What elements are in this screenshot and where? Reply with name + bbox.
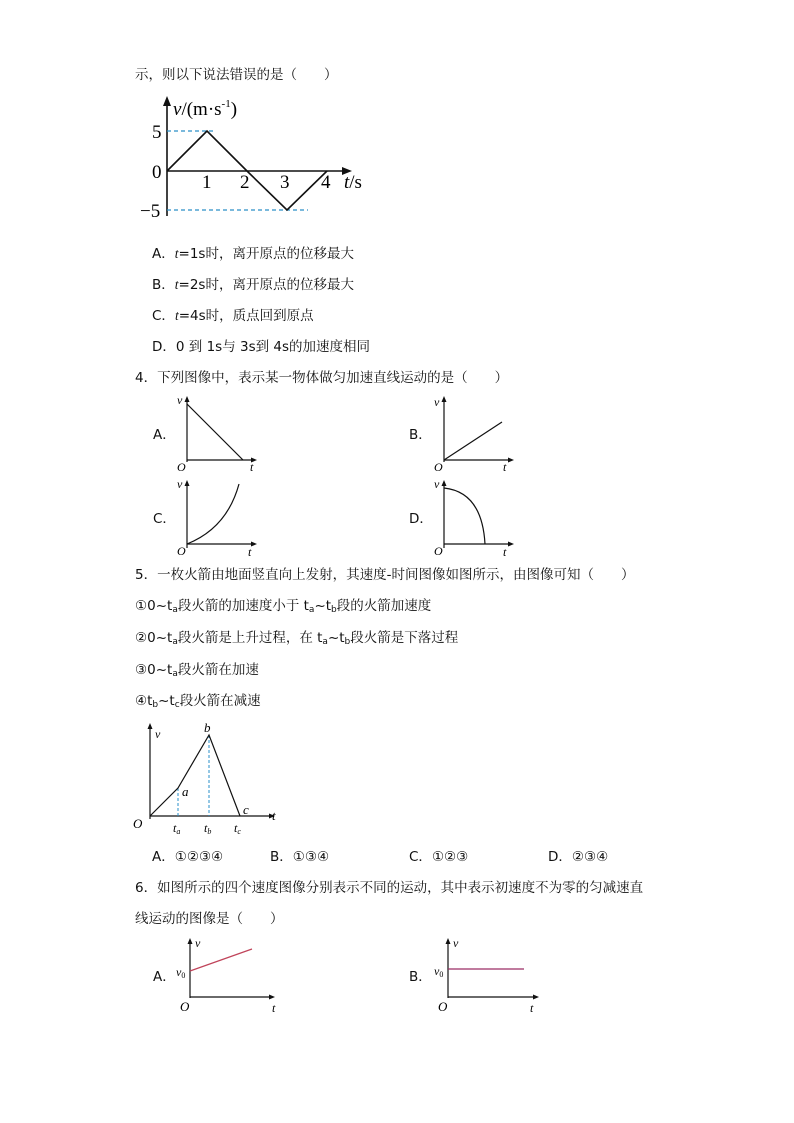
q6-stem-line2: 线运动的图像是（ ）	[135, 911, 284, 927]
q3-stem: 示，则以下说法错误的是（ ）	[135, 67, 338, 83]
q3-tick-y-5: 5	[152, 122, 162, 143]
q6a-line	[190, 949, 252, 971]
svg-text:v0: v0	[176, 965, 186, 980]
q4-option-d-letter[interactable]: D．	[409, 511, 433, 527]
q5-statement-1: $①0\sim t_a$段火箭的加速度小于 $t_a\sim t_b$段的火箭加速度	[135, 598, 432, 615]
q4-option-a-letter[interactable]: A．	[153, 427, 176, 443]
q5-statement-2: $②0\sim t_a$段火箭是上升过程，在 $t_a\sim t_b$段火箭是下落过程	[135, 630, 459, 647]
svg-text:v: v	[177, 477, 183, 491]
svg-text:v: v	[453, 936, 459, 950]
svg-text:tb: tb	[204, 821, 212, 836]
svg-text:O: O	[180, 999, 190, 1014]
q6-stem-line1: 6．如图所示的四个速度图像分别表示不同的运动，其中表示初速度不为零的匀减速直	[135, 880, 644, 896]
q3-option-a[interactable]: A．t=1s时，离开原点的位移最大	[152, 246, 354, 262]
q4-option-b-letter[interactable]: B．	[409, 427, 432, 443]
svg-text:v: v	[434, 477, 440, 491]
q5-choice-c[interactable]: C．①②③	[409, 849, 469, 865]
q3-vt-graph	[140, 92, 380, 227]
q3-xlabel: t/s	[344, 172, 362, 193]
q6-option-b-letter[interactable]: B．	[409, 969, 432, 985]
svg-text:t: t	[503, 460, 507, 472]
q4-graph-d	[429, 476, 524, 558]
q5-velocity-line	[150, 735, 240, 816]
svg-text:t: t	[503, 545, 507, 558]
svg-text:ta: ta	[173, 821, 181, 836]
q5-choice-b[interactable]: B．①③④	[270, 849, 330, 865]
svg-text:b: b	[204, 720, 211, 735]
svg-text:O: O	[177, 544, 186, 558]
q4-stem: 4．下列图像中，表示某一物体做匀加速直线运动的是（ ）	[135, 370, 509, 386]
svg-text:O: O	[438, 999, 448, 1014]
svg-text:tc: tc	[234, 821, 241, 836]
svg-text:a: a	[182, 784, 189, 799]
q4-graph-c	[172, 476, 267, 558]
q6-option-a-letter[interactable]: A．	[153, 969, 176, 985]
q5-vt-graph	[130, 716, 290, 840]
q4a-line	[187, 404, 243, 460]
svg-text:t: t	[530, 1001, 534, 1015]
svg-text:v: v	[155, 727, 161, 741]
q3-tick-y-0: 0	[152, 162, 162, 183]
q3-ylabel: $v/(m\cdot s^{-1})$	[173, 98, 238, 120]
q5-statement-3: $③0\sim t_a$段火箭在加速	[135, 662, 259, 679]
q5-choice-a[interactable]: A．①②③④	[152, 849, 224, 865]
q3-tick-x-1: 1	[202, 172, 212, 193]
q5-stem: 5．一枚火箭由地面竖直向上发射，其速度-时间图像如图所示，由图像可知（ ）	[135, 567, 635, 583]
svg-text:v0: v0	[434, 964, 444, 979]
svg-text:t: t	[272, 808, 276, 823]
svg-text:O: O	[133, 816, 143, 831]
q3-option-d[interactable]: D．0 到 1s与 3s到 4s的加速度相同	[152, 339, 371, 355]
q3-option-b[interactable]: B．t=2s时，离开原点的位移最大	[152, 277, 354, 293]
q3-y-arrow	[163, 96, 171, 106]
q3-tick-x-3: 3	[280, 172, 290, 193]
q3-option-c[interactable]: C．t=4s时，质点回到原点	[152, 308, 314, 324]
q4d-curve	[444, 488, 485, 544]
q5-statement-4: $④t_b\sim t_c$段火箭在减速	[135, 693, 261, 710]
svg-text:c: c	[243, 802, 249, 817]
svg-text:v: v	[195, 936, 201, 950]
svg-text:t: t	[250, 460, 254, 472]
q5-choice-d[interactable]: D．②③④	[548, 849, 609, 865]
svg-text:O: O	[434, 460, 443, 472]
q4-graph-a	[172, 392, 267, 472]
q6-graph-a	[170, 934, 285, 1016]
q3-tick-x-2: 2	[240, 172, 250, 193]
svg-text:t: t	[272, 1001, 276, 1015]
svg-text:O: O	[434, 544, 443, 558]
q4c-curve	[187, 484, 239, 544]
svg-text:t: t	[248, 545, 252, 558]
q4-option-c-letter[interactable]: C．	[153, 511, 176, 527]
svg-text:O: O	[177, 460, 186, 472]
q4b-line	[444, 422, 502, 460]
q3-tick-y-neg5: −5	[140, 201, 161, 222]
svg-text:v: v	[177, 393, 183, 407]
svg-text:v: v	[434, 395, 440, 409]
q6-graph-b	[428, 934, 543, 1016]
q3-tick-x-4: 4	[321, 172, 331, 193]
q4-graph-b	[429, 392, 524, 472]
